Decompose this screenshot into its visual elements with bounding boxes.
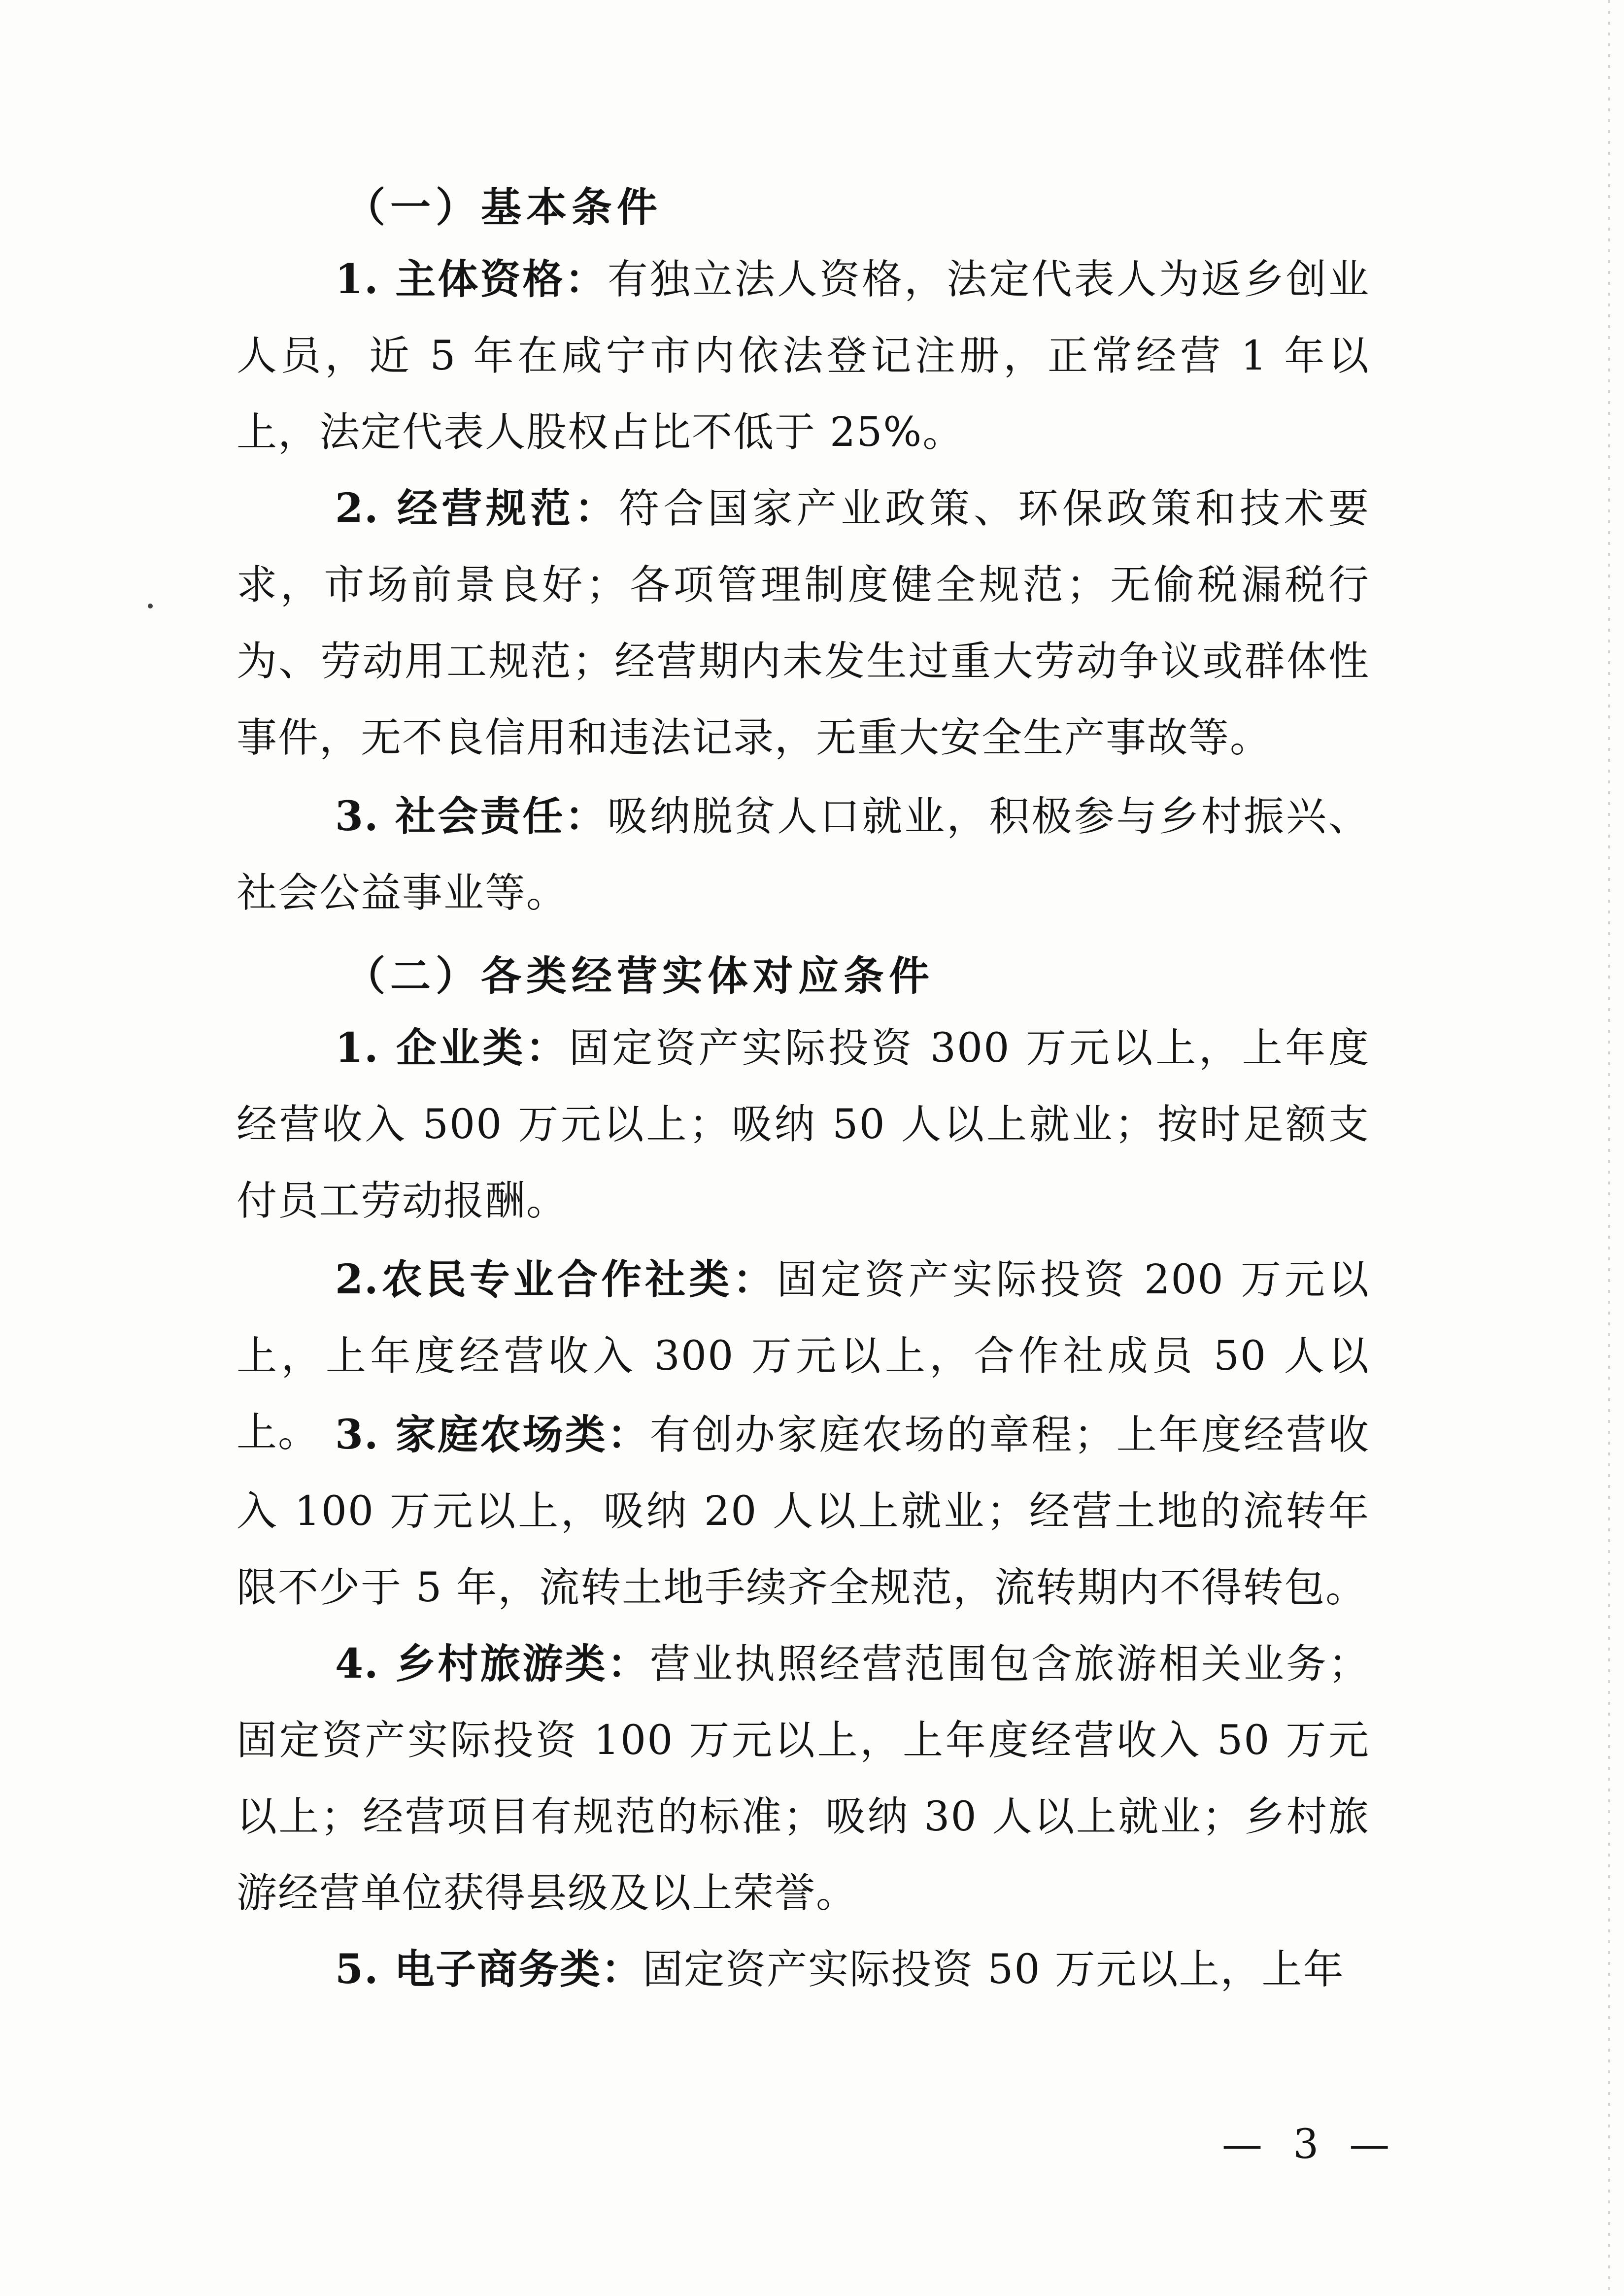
paragraph-text: 固定资产实际投资 50 万元以上，上年 bbox=[643, 1946, 1345, 1993]
paragraph-social-responsibility bbox=[237, 778, 1370, 931]
paragraph-business-compliance bbox=[237, 471, 1370, 776]
paragraph-text: 营业执照经营范围包含旅游相关业务；固定资产实际投资 100 万元以上，上年度经营收入 50 万元以上；经营项目有规范的标准；吸纳 30 人以上就业；乡村旅游经营单位获得县级及以上荣誉。 bbox=[237, 1641, 1370, 1917]
paragraph-text: 有创办家庭农场的章程；上年度经营收入 100 万元以上，吸纳 20 人以上就业；经营土地的流转年限不少于 5 年，流转土地手续齐全规范，流转期内不得转包。 bbox=[237, 1412, 1370, 1611]
paragraph-enterprise bbox=[237, 1010, 1370, 1239]
section-heading-entity-conditions: （二）各类经营实体对应条件 bbox=[345, 952, 935, 1000]
section-heading-basic-conditions: （一）基本条件 bbox=[345, 184, 663, 231]
paragraph-text: 固定资产实际投资 200 万元以上，上年度经营收入 300 万元以上，合作社成员 50 人以上。 bbox=[237, 1256, 1370, 1456]
paragraph-ecommerce bbox=[237, 1931, 1370, 2008]
paragraph-text: 符合国家产业政策、环保政策和技术要求，市场前景良好；各项管理制度健全规范；无偷税漏税行为、劳动用工规范；经营期内未发生过重大劳动争议或群体性事件，无不良信用和违法记录，无重大安全生产事故等。 bbox=[237, 485, 1370, 761]
paragraph-lead: 4. 乡村旅游类： bbox=[335, 1640, 650, 1688]
page-number: — 3 — bbox=[1222, 2121, 1399, 2168]
paragraph-text: 固定资产实际投资 300 万元以上，上年度经营收入 500 万元以上；吸纳 50 人以上就业；按时足额支付员工劳动报酬。 bbox=[237, 1025, 1370, 1224]
paragraph-lead: 2.农民专业合作社类： bbox=[335, 1256, 777, 1303]
paragraph-family-farm bbox=[237, 1397, 1370, 1626]
paragraph-lead: 2. 经营规范： bbox=[335, 485, 619, 532]
paragraph-text: 吸纳脱贫人口就业，积极参与乡村振兴、社会公益事业等。 bbox=[237, 793, 1370, 916]
paragraph-lead: 5. 电子商务类： bbox=[335, 1946, 643, 1993]
paragraph-rural-tourism bbox=[237, 1626, 1370, 1931]
scan-speck bbox=[148, 604, 153, 608]
paragraph-lead: 1. 主体资格： bbox=[335, 256, 608, 303]
paragraph-text: 有独立法人资格，法定代表人为返乡创业人员，近 5 年在咸宁市内依法登记注册，正常经营 1 年以上，法定代表人股权占比不低于 25%。 bbox=[237, 256, 1370, 456]
paragraph-lead: 1. 企业类： bbox=[335, 1024, 569, 1072]
paragraph-lead: 3. 社会责任： bbox=[335, 793, 608, 840]
scan-edge-artifact bbox=[1608, 0, 1610, 2296]
paragraph-subject-qualification bbox=[237, 241, 1370, 471]
paragraph-lead: 3. 家庭农场类： bbox=[335, 1411, 650, 1458]
